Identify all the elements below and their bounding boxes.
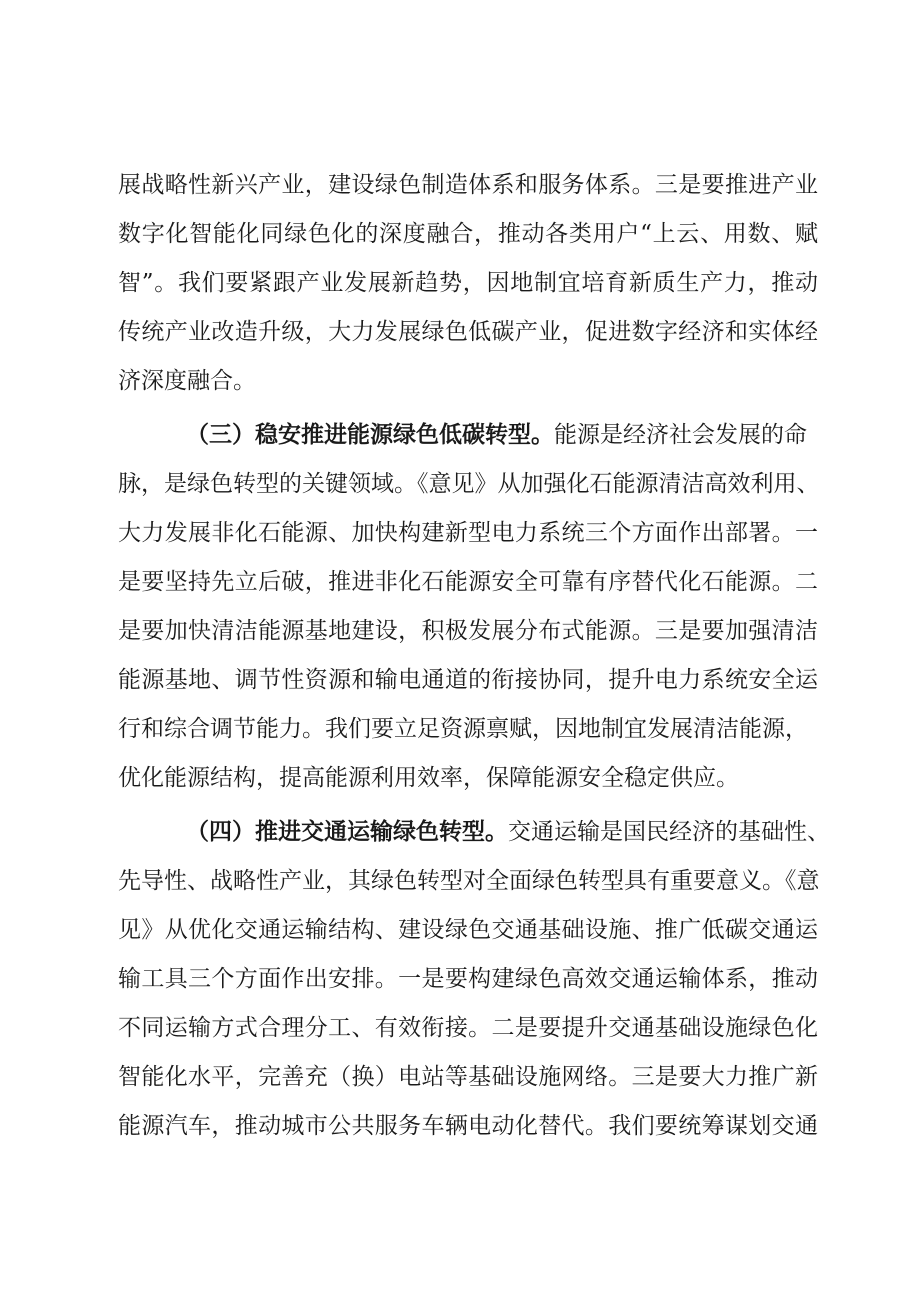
paragraph-line: 优化能源结构，提高能源利用效率，保障能源安全稳定供应。 xyxy=(118,765,739,791)
paragraph-line: 输工具三个方面作出安排。一是要构建绿色高效交通运输体系，推动 xyxy=(118,966,818,992)
paragraph-line: 能源基地、调节性资源和输电通道的衔接协同，提升电力系统安全运 xyxy=(118,667,818,693)
paragraph-line: 数字化智能化同绿色化的深度融合，推动各类用户“上云、用数、赋 xyxy=(118,221,818,247)
section-4-first-line xyxy=(186,817,830,847)
paragraph-line: 行和综合调节能力。我们要立足资源禀赋，因地制宜发展清洁能源， xyxy=(118,716,808,742)
paragraph-line: 传统产业改造升级，大力发展绿色低碳产业，促进数字经济和实体经 xyxy=(118,319,818,345)
paragraph-line: 智”。我们要紧跟产业发展新趋势，因地制宜培育新质生产力，推动 xyxy=(118,270,818,296)
paragraph-line: 能源汽车，推动城市公共服务车辆电动化替代。我们要统筹谋划交通 xyxy=(118,1113,818,1139)
paragraph-line: 见》从优化交通运输结构、建设绿色交通基础设施、推广低碳交通运 xyxy=(118,917,818,943)
section-3-first-line xyxy=(186,420,807,450)
section-4-heading: （四）推进交通运输绿色转型。 xyxy=(186,818,508,845)
paragraph-line: 先导性、战略性产业，其绿色转型对全面绿色转型具有重要意义。《意 xyxy=(118,868,820,894)
paragraph-line: 是要坚持先立后破，推进非化石能源安全可靠有序替代化石能源。二 xyxy=(118,569,818,595)
paragraph-line: 是要加快清洁能源基地建设，积极发展分布式能源。三是要加强清洁 xyxy=(118,618,818,644)
section-3-first-text: 能源是经济社会发展的命 xyxy=(554,422,807,448)
section-4-first-text: 交通运输是国民经济的基础性、 xyxy=(508,819,830,845)
paragraph-line: 大力发展非化石能源、加快构建新型电力系统三个方面作出部署。一 xyxy=(118,520,818,546)
paragraph-line: 脉，是绿色转型的关键领域。《意见》从加强化石能源清洁高效利用、 xyxy=(118,471,820,497)
paragraph-line: 展战略性新兴产业，建设绿色制造体系和服务体系。三是要推进产业 xyxy=(118,172,818,198)
paragraph-line: 不同运输方式合理分工、有效衔接。二是要提升交通基础设施绿色化 xyxy=(118,1015,818,1041)
section-3-heading: （三）稳安推进能源绿色低碳转型。 xyxy=(186,421,554,448)
paragraph-line: 智能化水平，完善充（换）电站等基础设施网络。三是要大力推广新 xyxy=(118,1064,818,1090)
paragraph-line: 济深度融合。 xyxy=(118,368,256,394)
